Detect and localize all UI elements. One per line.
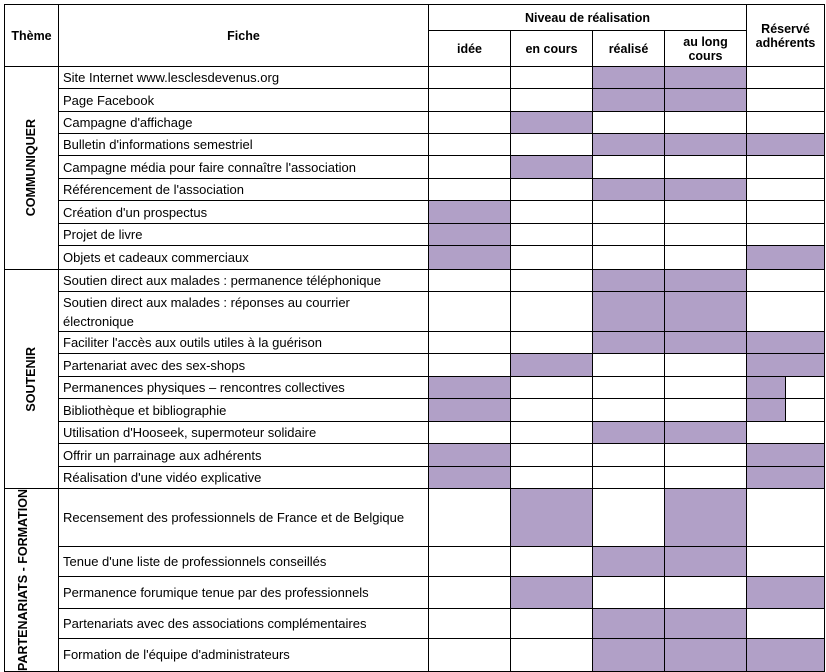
idee-status-cell xyxy=(429,179,511,201)
fiche-cell: Création d'un prospectus xyxy=(59,201,429,224)
idee-status-cell xyxy=(429,89,511,112)
realise-status-cell xyxy=(593,377,665,399)
au-long-cours-status-cell xyxy=(665,112,747,134)
header-fiche: Fiche xyxy=(59,5,429,67)
partial-fill xyxy=(747,377,824,398)
idee-status-cell xyxy=(429,546,511,576)
reserve-status-cell xyxy=(747,89,825,112)
reserve-status-cell xyxy=(747,399,825,422)
en-cours-status-cell xyxy=(511,467,593,489)
realise-status-cell xyxy=(593,270,665,292)
en-cours-status-cell xyxy=(511,422,593,444)
table-row xyxy=(5,489,825,547)
au-long-cours-status-cell xyxy=(665,292,747,332)
realise-status-cell xyxy=(593,156,665,179)
table-row xyxy=(5,577,825,609)
en-cours-status-cell xyxy=(511,179,593,201)
reserve-status-cell xyxy=(747,156,825,179)
fiche-cell: Tenue d'une liste de professionnels conseillés xyxy=(59,546,429,576)
idee-status-cell xyxy=(429,270,511,292)
fiche-cell: Formation de l'équipe d'administrateurs xyxy=(59,638,429,671)
realise-status-cell xyxy=(593,489,665,547)
en-cours-status-cell xyxy=(511,156,593,179)
idee-status-cell xyxy=(429,638,511,671)
en-cours-status-cell xyxy=(511,608,593,638)
en-cours-status-cell xyxy=(511,201,593,224)
idee-status-cell xyxy=(429,112,511,134)
reserve-status-cell xyxy=(747,377,825,399)
au-long-cours-status-cell xyxy=(665,332,747,354)
en-cours-status-cell xyxy=(511,134,593,156)
fiche-cell: Réalisation d'une vidéo explicative xyxy=(59,467,429,489)
au-long-cours-status-cell xyxy=(665,467,747,489)
table-row xyxy=(5,224,825,246)
partial-fill-empty xyxy=(786,377,824,398)
reserve-status-cell xyxy=(747,179,825,201)
reserve-status-cell xyxy=(747,270,825,292)
header-au-long-cours: au long cours xyxy=(665,31,747,67)
idee-status-cell xyxy=(429,377,511,399)
en-cours-status-cell xyxy=(511,354,593,377)
reserve-status-cell xyxy=(747,112,825,134)
reserve-status-cell xyxy=(747,546,825,576)
table-row xyxy=(5,156,825,179)
idee-status-cell xyxy=(429,201,511,224)
realise-status-cell xyxy=(593,224,665,246)
idee-status-cell xyxy=(429,467,511,489)
table-row xyxy=(5,354,825,377)
au-long-cours-status-cell xyxy=(665,179,747,201)
reserve-status-cell xyxy=(747,67,825,89)
en-cours-status-cell xyxy=(511,399,593,422)
realise-status-cell xyxy=(593,246,665,270)
reserve-status-cell xyxy=(747,467,825,489)
table-row xyxy=(5,546,825,576)
en-cours-status-cell xyxy=(511,377,593,399)
au-long-cours-status-cell xyxy=(665,546,747,576)
partial-fill-marker xyxy=(747,377,786,398)
fiche-cell: Utilisation d'Hooseek, supermoteur solidaire xyxy=(59,422,429,444)
reserve-status-cell xyxy=(747,134,825,156)
idee-status-cell xyxy=(429,67,511,89)
idee-status-cell xyxy=(429,224,511,246)
realise-status-cell xyxy=(593,546,665,576)
theme-label: SOUTENIR xyxy=(23,346,38,412)
en-cours-status-cell xyxy=(511,112,593,134)
en-cours-status-cell xyxy=(511,292,593,332)
fiche-cell: Partenariat avec des sex-shops xyxy=(59,354,429,377)
table-row xyxy=(5,332,825,354)
table-row xyxy=(5,377,825,399)
reserve-status-cell xyxy=(747,332,825,354)
reserve-status-cell xyxy=(747,224,825,246)
partial-fill-marker xyxy=(747,399,786,421)
fiche-cell: Recensement des professionnels de France et de Belgique xyxy=(59,489,429,547)
idee-status-cell xyxy=(429,422,511,444)
header-theme: Thème xyxy=(5,5,59,67)
header-realise: réalisé xyxy=(593,31,665,67)
reserve-status-cell xyxy=(747,422,825,444)
fiche-cell: Objets et cadeaux commerciaux xyxy=(59,246,429,270)
realise-status-cell xyxy=(593,201,665,224)
realise-status-cell xyxy=(593,292,665,332)
au-long-cours-status-cell xyxy=(665,608,747,638)
realise-status-cell xyxy=(593,89,665,112)
idee-status-cell xyxy=(429,444,511,467)
partial-fill-empty xyxy=(786,399,824,421)
fiche-cell: Soutien direct aux malades : réponses au courrier électronique xyxy=(59,292,429,332)
table-row xyxy=(5,638,825,671)
au-long-cours-status-cell xyxy=(665,270,747,292)
realise-status-cell xyxy=(593,638,665,671)
header-niveau: Niveau de réalisation xyxy=(429,5,747,31)
au-long-cours-status-cell xyxy=(665,134,747,156)
reserve-status-cell xyxy=(747,246,825,270)
en-cours-status-cell xyxy=(511,67,593,89)
fiche-cell: Bulletin d'informations semestriel xyxy=(59,134,429,156)
table-row xyxy=(5,179,825,201)
realise-status-cell xyxy=(593,444,665,467)
au-long-cours-status-cell xyxy=(665,201,747,224)
realise-status-cell xyxy=(593,112,665,134)
reserve-status-cell xyxy=(747,577,825,609)
idee-status-cell xyxy=(429,608,511,638)
table-row xyxy=(5,422,825,444)
idee-status-cell xyxy=(429,354,511,377)
au-long-cours-status-cell xyxy=(665,89,747,112)
idee-status-cell xyxy=(429,399,511,422)
fiche-cell: Projet de livre xyxy=(59,224,429,246)
theme-cell xyxy=(5,270,59,489)
table-row xyxy=(5,467,825,489)
realise-status-cell xyxy=(593,399,665,422)
en-cours-status-cell xyxy=(511,489,593,547)
fiche-cell: Permanence forumique tenue par des professionnels xyxy=(59,577,429,609)
idee-status-cell xyxy=(429,332,511,354)
reserve-status-cell xyxy=(747,201,825,224)
au-long-cours-status-cell xyxy=(665,354,747,377)
realise-status-cell xyxy=(593,332,665,354)
realise-status-cell xyxy=(593,67,665,89)
reserve-status-cell xyxy=(747,292,825,332)
en-cours-status-cell xyxy=(511,270,593,292)
theme-label: PARTENARIATS - FORMATION xyxy=(15,489,30,671)
fiche-cell: Faciliter l'accès aux outils utiles à la guérison xyxy=(59,332,429,354)
idee-status-cell xyxy=(429,292,511,332)
realisation-table xyxy=(4,4,825,672)
idee-status-cell xyxy=(429,134,511,156)
table-row xyxy=(5,608,825,638)
header-en-cours: en cours xyxy=(511,31,593,67)
table-row xyxy=(5,270,825,292)
realise-status-cell xyxy=(593,608,665,638)
fiche-cell: Campagne d'affichage xyxy=(59,112,429,134)
reserve-status-cell xyxy=(747,489,825,547)
fiche-cell: Site Internet www.lesclesdevenus.org xyxy=(59,67,429,89)
idee-status-cell xyxy=(429,489,511,547)
fiche-cell: Permanences physiques – rencontres collectives xyxy=(59,377,429,399)
fiche-cell: Référencement de l'association xyxy=(59,179,429,201)
realise-status-cell xyxy=(593,467,665,489)
header-idee: idée xyxy=(429,31,511,67)
realise-status-cell xyxy=(593,577,665,609)
en-cours-status-cell xyxy=(511,246,593,270)
au-long-cours-status-cell xyxy=(665,377,747,399)
reserve-status-cell xyxy=(747,444,825,467)
au-long-cours-status-cell xyxy=(665,224,747,246)
au-long-cours-status-cell xyxy=(665,67,747,89)
realise-status-cell xyxy=(593,179,665,201)
idee-status-cell xyxy=(429,577,511,609)
en-cours-status-cell xyxy=(511,224,593,246)
au-long-cours-status-cell xyxy=(665,577,747,609)
table-row xyxy=(5,292,825,332)
en-cours-status-cell xyxy=(511,89,593,112)
fiche-cell: Offrir un parrainage aux adhérents xyxy=(59,444,429,467)
table-row xyxy=(5,112,825,134)
table-row xyxy=(5,444,825,467)
au-long-cours-status-cell xyxy=(665,444,747,467)
idee-status-cell xyxy=(429,246,511,270)
au-long-cours-status-cell xyxy=(665,399,747,422)
theme-label: COMMUNIQUER xyxy=(23,119,38,217)
reserve-status-cell xyxy=(747,354,825,377)
fiche-cell: Page Facebook xyxy=(59,89,429,112)
partial-fill xyxy=(747,399,824,421)
fiche-cell: Campagne média pour faire connaître l'association xyxy=(59,156,429,179)
au-long-cours-status-cell xyxy=(665,422,747,444)
realise-status-cell xyxy=(593,354,665,377)
table-row xyxy=(5,134,825,156)
au-long-cours-status-cell xyxy=(665,489,747,547)
au-long-cours-status-cell xyxy=(665,638,747,671)
table-row xyxy=(5,246,825,270)
table-row xyxy=(5,201,825,224)
en-cours-status-cell xyxy=(511,444,593,467)
table-row xyxy=(5,67,825,89)
realise-status-cell xyxy=(593,134,665,156)
idee-status-cell xyxy=(429,156,511,179)
en-cours-status-cell xyxy=(511,546,593,576)
reserve-status-cell xyxy=(747,608,825,638)
au-long-cours-status-cell xyxy=(665,156,747,179)
fiche-cell: Partenariats avec des associations complémentaires xyxy=(59,608,429,638)
theme-cell xyxy=(5,489,59,672)
en-cours-status-cell xyxy=(511,577,593,609)
fiche-cell: Soutien direct aux malades : permanence téléphonique xyxy=(59,270,429,292)
au-long-cours-status-cell xyxy=(665,246,747,270)
table-row xyxy=(5,399,825,422)
reserve-status-cell xyxy=(747,638,825,671)
fiche-cell: Bibliothèque et bibliographie xyxy=(59,399,429,422)
en-cours-status-cell xyxy=(511,332,593,354)
en-cours-status-cell xyxy=(511,638,593,671)
table-body xyxy=(5,67,825,672)
header-reserve: Réservé adhérents xyxy=(747,5,825,67)
realise-status-cell xyxy=(593,422,665,444)
table-row xyxy=(5,89,825,112)
theme-cell xyxy=(5,67,59,270)
